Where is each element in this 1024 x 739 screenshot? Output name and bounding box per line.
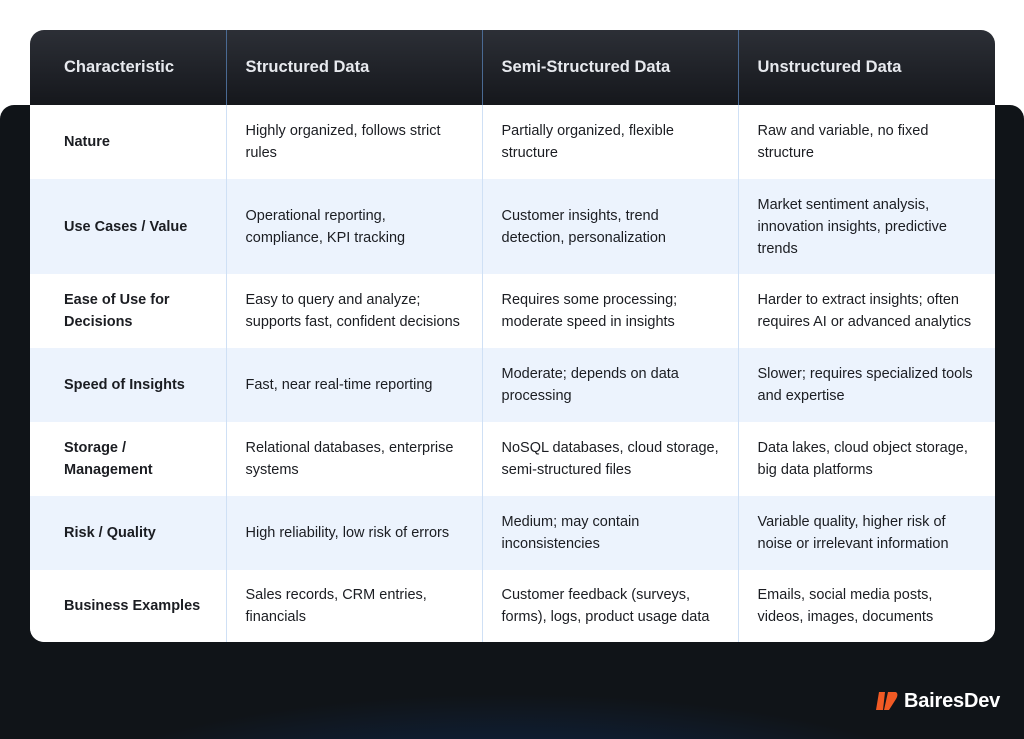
unstructured-cell: Raw and variable, no fixed structure [738, 105, 995, 179]
semi-structured-cell: Partially organized, flexible structure [482, 105, 738, 179]
table-row [30, 496, 995, 570]
row-label: Nature [64, 134, 110, 150]
header-characteristic: Characteristic [64, 58, 175, 76]
unstructured-cell: Data lakes, cloud object storage, big data platforms [738, 422, 995, 496]
table-row [30, 422, 995, 496]
structured-cell: High reliability, low risk of errors [226, 496, 482, 570]
table-row [30, 274, 995, 348]
bairesdev-logo [876, 688, 1000, 714]
bairesdev-logo-icon [876, 692, 898, 710]
semi-structured-cell: Customer feedback (surveys, forms), logs, product usage data [482, 570, 738, 642]
header-structured-data: Structured Data [226, 30, 482, 105]
unstructured-cell: Slower; requires specialized tools and expertise [738, 348, 995, 422]
structured-cell: Sales records, CRM entries, financials [226, 570, 482, 642]
structured-cell: Operational reporting, compliance, KPI tracking [226, 179, 482, 274]
semi-structured-cell: Medium; may contain inconsistencies [482, 496, 738, 570]
semi-structured-cell: Requires some processing; moderate speed in insights [482, 274, 738, 348]
row-label: Speed of Insights [64, 377, 185, 393]
table-row [30, 348, 995, 422]
data-types-comparison-table [30, 30, 995, 642]
table-header-row [30, 30, 995, 105]
semi-structured-cell: NoSQL databases, cloud storage, semi-structured files [482, 422, 738, 496]
table-row [30, 570, 995, 642]
semi-structured-cell: Moderate; depends on data processing [482, 348, 738, 422]
comparison-table-card [30, 30, 995, 642]
unstructured-cell: Market sentiment analysis, innovation insights, predictive trends [738, 179, 995, 274]
brand-name: BairesDev [904, 689, 1001, 712]
row-label: Business Examples [64, 598, 201, 614]
semi-structured-cell: Customer insights, trend detection, personalization [482, 179, 738, 274]
table-row [30, 179, 995, 274]
row-label: Risk / Quality [64, 525, 156, 541]
row-label: Use Cases / Value [64, 218, 188, 235]
structured-cell: Relational databases, enterprise systems [226, 422, 482, 496]
unstructured-cell: Variable quality, higher risk of noise or irrelevant information [738, 496, 995, 570]
table-row [30, 105, 995, 179]
row-label: Storage / Management [64, 440, 153, 478]
row-label: Ease of Use for Decisions [64, 292, 170, 330]
structured-cell: Easy to query and analyze; supports fast, confident decisions [226, 274, 482, 348]
header-semi-structured-data: Semi-Structured Data [482, 30, 738, 105]
unstructured-cell: Harder to extract insights; often requires AI or advanced analytics [738, 274, 995, 348]
unstructured-cell: Emails, social media posts, videos, images, documents [738, 570, 995, 642]
header-unstructured-data: Unstructured Data [738, 30, 995, 105]
structured-cell: Highly organized, follows strict rules [226, 105, 482, 179]
structured-cell: Fast, near real-time reporting [226, 348, 482, 422]
